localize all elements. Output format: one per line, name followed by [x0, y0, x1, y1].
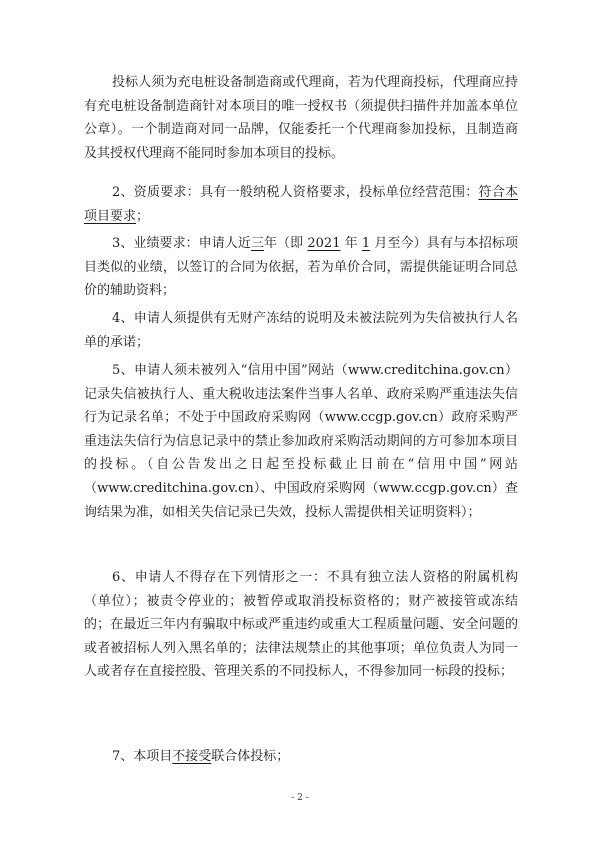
not-accepted-underlined: 不接受	[172, 749, 212, 764]
paragraph-7: 7、本项目不接受联合体投标；	[112, 749, 290, 764]
paragraph-5	[84, 359, 518, 524]
paragraph-1-text: 投标人须为充电桩设备制造商或代理商，若为代理商投标，代理商应持有充电桩设备制造商针对本项目的唯一授权书（须提供扫描件并加盖本单位公章）。一个制造商对同一品牌，仅能委托一个代理商参加投标，且制造商及其授权代理商不能同时参加本项目的投标。	[84, 75, 518, 161]
qualification-text: 2、资质要求：具有一般纳税人资格要求，投标单位经营范围：	[112, 185, 479, 200]
paragraph-6-text: 6、申请人不得存在下列情形之一：不具有独立法人资格的附属机构（单位）；被责令停业的；被暂停或取消投标资格的；财产被接管或冻结的；在最近三年内有骗取中标或严重违约或重大工程质量问题、安全问题的或者被招标人列入黑名单的；法律法规禁止的其他事项；单位负责人为同一人或者存在直接控股、管理关系的不同投标人，不得参加同一标段的投标；	[84, 570, 518, 680]
page-number: - 2 -	[291, 793, 309, 803]
paragraph-5-text: 5、申请人须未被列入“信用中国”网站（www.creditchina.gov.cn）记录失信被执行人、重大税收违法案件当事人名单、政府采购严重违法失信行为记录名单；不处于中国政府采购网（www.ccgp.gov.cn）政府采购严重违法失信行为信息记录中的禁止参加政府采购活动期间的方可参加本项目的投标。（自公告发出之日起至投标截止日前在“信用中国”网站（www.creditchina.gov.cn）、中国政府采购网（www.ccgp.gov.cn）查询结果为准，如相关失信记录已失效，投标人需提供相关证明资料）；	[84, 363, 518, 520]
paragraph-3: 3、业绩要求：申请人近三年（即 2021 年 1 月至今）具有与本招标项目类似的业绩，以签订的合同为依据，若为单价合同，需提供能证明合同总价的辅助资料；	[84, 236, 518, 299]
year-underlined: 2021	[307, 236, 341, 251]
paragraph-6	[84, 566, 518, 684]
paragraph-2: 2、资质要求：具有一般纳税人资格要求，投标单位经营范围：符合本项目要求；	[84, 185, 518, 224]
paragraph-1	[84, 71, 518, 165]
qualification-underlined: 符合本项目要求	[84, 185, 518, 224]
paragraph-4-text: 4、申请人须提供有无财产冻结的说明及未被法院列为失信被执行人名单的承诺；	[84, 311, 518, 350]
years-underlined: 三	[250, 236, 264, 251]
paragraph-4	[84, 307, 518, 354]
month-underlined: 1	[361, 236, 371, 251]
